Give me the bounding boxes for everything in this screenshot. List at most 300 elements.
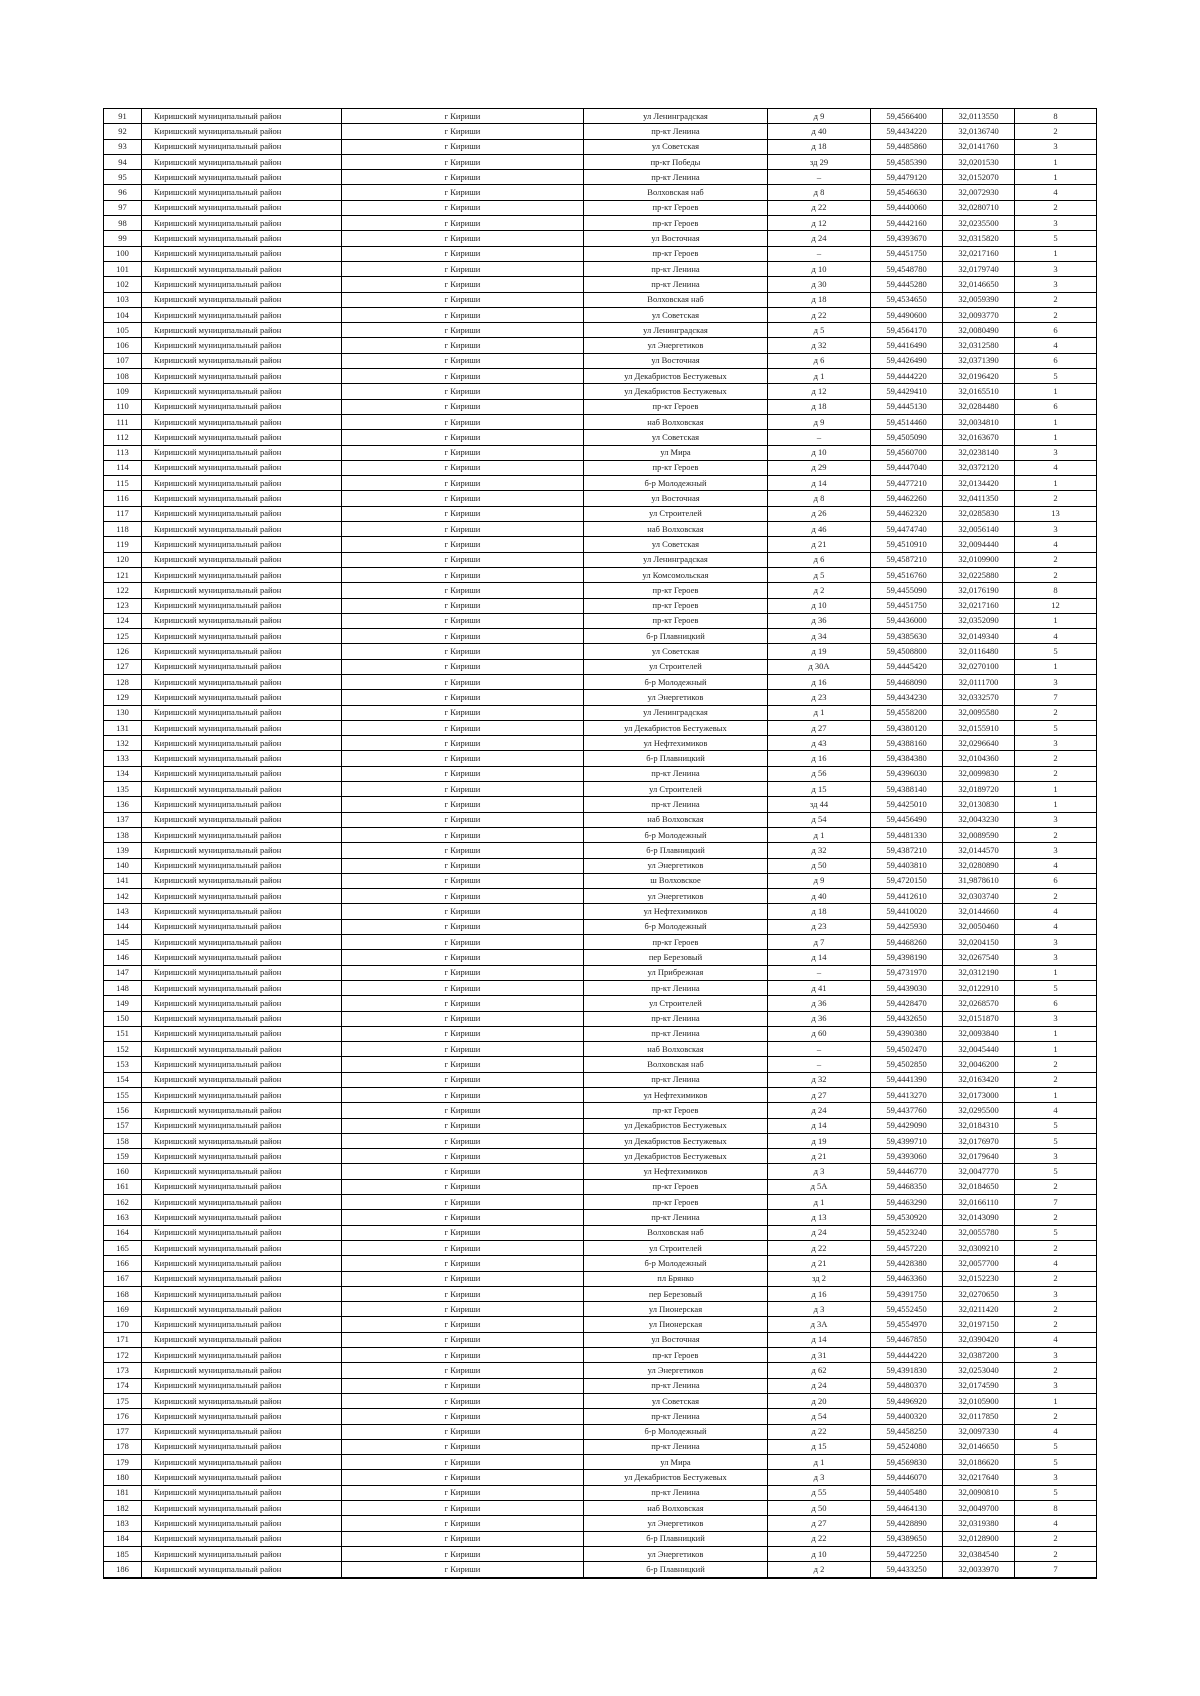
house-cell: д 43 bbox=[768, 736, 871, 751]
count-cell: 1 bbox=[1015, 613, 1097, 628]
house-cell: д 2 bbox=[768, 583, 871, 598]
row-number: 115 bbox=[104, 476, 142, 491]
street-cell: ш Волховское bbox=[584, 873, 768, 888]
row-number: 175 bbox=[104, 1393, 142, 1408]
street-cell: ул Нефтехимиков bbox=[584, 1088, 768, 1103]
latitude-cell: 59,4446770 bbox=[871, 1164, 943, 1179]
table-row bbox=[104, 537, 1097, 552]
latitude-cell: 59,4380120 bbox=[871, 720, 943, 735]
table-row bbox=[104, 170, 1097, 185]
row-number: 148 bbox=[104, 980, 142, 995]
longitude-cell: 32,0163670 bbox=[943, 430, 1015, 445]
count-cell: 4 bbox=[1015, 904, 1097, 919]
latitude-cell: 59,4524080 bbox=[871, 1439, 943, 1454]
district-cell: Киришский муниципальный район bbox=[142, 1225, 342, 1240]
count-cell: 2 bbox=[1015, 1271, 1097, 1286]
city-cell: г Кириши bbox=[342, 858, 584, 873]
count-cell: 5 bbox=[1015, 644, 1097, 659]
latitude-cell: 59,4566400 bbox=[871, 109, 943, 124]
longitude-cell: 32,0284480 bbox=[943, 399, 1015, 414]
house-cell: д 5 bbox=[768, 567, 871, 582]
longitude-cell: 32,0184310 bbox=[943, 1118, 1015, 1133]
house-cell: д 36 bbox=[768, 1011, 871, 1026]
street-cell: пр-кт Ленина bbox=[584, 1485, 768, 1500]
district-cell: Киришский муниципальный район bbox=[142, 1546, 342, 1561]
city-cell: г Кириши bbox=[342, 1210, 584, 1225]
district-cell: Киришский муниципальный район bbox=[142, 384, 342, 399]
house-cell: д 20 bbox=[768, 1393, 871, 1408]
count-cell: 2 bbox=[1015, 1317, 1097, 1332]
count-cell: 13 bbox=[1015, 506, 1097, 521]
count-cell: 2 bbox=[1015, 827, 1097, 842]
street-cell: ул Нефтехимиков bbox=[584, 904, 768, 919]
latitude-cell: 59,4442160 bbox=[871, 216, 943, 231]
house-cell: д 40 bbox=[768, 124, 871, 139]
latitude-cell: 59,4432650 bbox=[871, 1011, 943, 1026]
city-cell: г Кириши bbox=[342, 1026, 584, 1041]
district-cell: Киришский муниципальный район bbox=[142, 996, 342, 1011]
count-cell: 3 bbox=[1015, 139, 1097, 154]
district-cell: Киришский муниципальный район bbox=[142, 430, 342, 445]
house-cell: д 41 bbox=[768, 980, 871, 995]
count-cell: 3 bbox=[1015, 522, 1097, 537]
count-cell: 4 bbox=[1015, 1424, 1097, 1439]
latitude-cell: 59,4554970 bbox=[871, 1317, 943, 1332]
longitude-cell: 32,0143090 bbox=[943, 1210, 1015, 1225]
table-row bbox=[104, 1164, 1097, 1179]
table-row bbox=[104, 261, 1097, 276]
city-cell: г Кириши bbox=[342, 1225, 584, 1240]
row-number: 126 bbox=[104, 644, 142, 659]
latitude-cell: 59,4569830 bbox=[871, 1455, 943, 1470]
street-cell: ул Декабристов Бестужевых bbox=[584, 1149, 768, 1164]
street-cell: пр-кт Ленина bbox=[584, 124, 768, 139]
street-cell: ул Мира bbox=[584, 1455, 768, 1470]
table-row bbox=[104, 1302, 1097, 1317]
row-number: 184 bbox=[104, 1531, 142, 1546]
longitude-cell: 32,0166110 bbox=[943, 1195, 1015, 1210]
longitude-cell: 32,0352090 bbox=[943, 613, 1015, 628]
count-cell: 3 bbox=[1015, 1011, 1097, 1026]
count-cell: 2 bbox=[1015, 889, 1097, 904]
district-cell: Киришский муниципальный район bbox=[142, 1133, 342, 1148]
district-cell: Киришский муниципальный район bbox=[142, 154, 342, 169]
district-cell: Киришский муниципальный район bbox=[142, 1210, 342, 1225]
latitude-cell: 59,4439030 bbox=[871, 980, 943, 995]
city-cell: г Кириши bbox=[342, 1546, 584, 1561]
latitude-cell: 59,4388140 bbox=[871, 782, 943, 797]
city-cell: г Кириши bbox=[342, 277, 584, 292]
city-cell: г Кириши bbox=[342, 185, 584, 200]
row-number: 92 bbox=[104, 124, 142, 139]
table-row bbox=[104, 369, 1097, 384]
row-number: 96 bbox=[104, 185, 142, 200]
row-number: 179 bbox=[104, 1455, 142, 1470]
count-cell: 7 bbox=[1015, 1195, 1097, 1210]
latitude-cell: 59,4451750 bbox=[871, 246, 943, 261]
city-cell: г Кириши bbox=[342, 1363, 584, 1378]
street-cell: ул Советская bbox=[584, 537, 768, 552]
house-cell: – bbox=[768, 1057, 871, 1072]
district-cell: Киришский муниципальный район bbox=[142, 736, 342, 751]
latitude-cell: 59,4463360 bbox=[871, 1271, 943, 1286]
row-number: 169 bbox=[104, 1302, 142, 1317]
latitude-cell: 59,4393060 bbox=[871, 1149, 943, 1164]
city-cell: г Кириши bbox=[342, 1042, 584, 1057]
longitude-cell: 32,0141760 bbox=[943, 139, 1015, 154]
longitude-cell: 32,0217640 bbox=[943, 1470, 1015, 1485]
street-cell: ул Энергетиков bbox=[584, 690, 768, 705]
district-cell: Киришский муниципальный район bbox=[142, 613, 342, 628]
district-cell: Киришский муниципальный район bbox=[142, 1455, 342, 1470]
longitude-cell: 32,0189720 bbox=[943, 782, 1015, 797]
count-cell: 2 bbox=[1015, 1179, 1097, 1194]
table-row bbox=[104, 277, 1097, 292]
row-number: 141 bbox=[104, 873, 142, 888]
house-cell: зд 2 bbox=[768, 1271, 871, 1286]
table-row bbox=[104, 1516, 1097, 1531]
city-cell: г Кириши bbox=[342, 522, 584, 537]
street-cell: б-р Плавницкий bbox=[584, 629, 768, 644]
table-row bbox=[104, 384, 1097, 399]
latitude-cell: 59,4403810 bbox=[871, 858, 943, 873]
city-cell: г Кириши bbox=[342, 1470, 584, 1485]
district-cell: Киришский муниципальный район bbox=[142, 292, 342, 307]
longitude-cell: 32,0043230 bbox=[943, 812, 1015, 827]
house-cell: д 9 bbox=[768, 414, 871, 429]
district-cell: Киришский муниципальный район bbox=[142, 1332, 342, 1347]
table-row bbox=[104, 445, 1097, 460]
table-row bbox=[104, 1439, 1097, 1454]
district-cell: Киришский муниципальный район bbox=[142, 1072, 342, 1087]
count-cell: 6 bbox=[1015, 996, 1097, 1011]
street-cell: пр-кт Ленина bbox=[584, 1439, 768, 1454]
district-cell: Киришский муниципальный район bbox=[142, 522, 342, 537]
table-row bbox=[104, 1546, 1097, 1561]
latitude-cell: 59,4444220 bbox=[871, 369, 943, 384]
count-cell: 1 bbox=[1015, 154, 1097, 169]
house-cell: д 10 bbox=[768, 445, 871, 460]
table-row bbox=[104, 506, 1097, 521]
city-cell: г Кириши bbox=[342, 399, 584, 414]
latitude-cell: 59,4384380 bbox=[871, 751, 943, 766]
table-row bbox=[104, 996, 1097, 1011]
house-cell: зд 44 bbox=[768, 797, 871, 812]
count-cell: 4 bbox=[1015, 1256, 1097, 1271]
city-cell: г Кириши bbox=[342, 736, 584, 751]
district-cell: Киришский муниципальный район bbox=[142, 827, 342, 842]
city-cell: г Кириши bbox=[342, 1332, 584, 1347]
street-cell: пр-кт Ленина bbox=[584, 1378, 768, 1393]
house-cell: д 34 bbox=[768, 629, 871, 644]
longitude-cell: 32,0097330 bbox=[943, 1424, 1015, 1439]
street-cell: ул Восточная bbox=[584, 231, 768, 246]
count-cell: 1 bbox=[1015, 1088, 1097, 1103]
count-cell: 4 bbox=[1015, 460, 1097, 475]
table-row bbox=[104, 659, 1097, 674]
house-cell: д 21 bbox=[768, 1149, 871, 1164]
city-cell: г Кириши bbox=[342, 139, 584, 154]
table-row bbox=[104, 1133, 1097, 1148]
house-cell: д 24 bbox=[768, 1225, 871, 1240]
latitude-cell: 59,4447040 bbox=[871, 460, 943, 475]
latitude-cell: 59,4505090 bbox=[871, 430, 943, 445]
longitude-cell: 32,0176190 bbox=[943, 583, 1015, 598]
district-cell: Киришский муниципальный район bbox=[142, 246, 342, 261]
longitude-cell: 32,0152070 bbox=[943, 170, 1015, 185]
district-cell: Киришский муниципальный район bbox=[142, 1393, 342, 1408]
row-number: 143 bbox=[104, 904, 142, 919]
latitude-cell: 59,4474740 bbox=[871, 522, 943, 537]
table-row bbox=[104, 1348, 1097, 1363]
district-cell: Киришский муниципальный район bbox=[142, 782, 342, 797]
city-cell: г Кириши bbox=[342, 1424, 584, 1439]
table-row bbox=[104, 797, 1097, 812]
table-row bbox=[104, 613, 1097, 628]
row-number: 164 bbox=[104, 1225, 142, 1240]
house-cell: д 3 bbox=[768, 1470, 871, 1485]
house-cell: д 22 bbox=[768, 1531, 871, 1546]
district-cell: Киришский муниципальный район bbox=[142, 904, 342, 919]
city-cell: г Кириши bbox=[342, 720, 584, 735]
table-row bbox=[104, 231, 1097, 246]
latitude-cell: 59,4429090 bbox=[871, 1118, 943, 1133]
count-cell: 4 bbox=[1015, 629, 1097, 644]
city-cell: г Кириши bbox=[342, 430, 584, 445]
house-cell: д 9 bbox=[768, 873, 871, 888]
longitude-cell: 32,0111700 bbox=[943, 674, 1015, 689]
city-cell: г Кириши bbox=[342, 1393, 584, 1408]
table-row bbox=[104, 598, 1097, 613]
street-cell: Волховская наб bbox=[584, 292, 768, 307]
house-cell: д 14 bbox=[768, 950, 871, 965]
table-row bbox=[104, 1317, 1097, 1332]
house-cell: – bbox=[768, 1042, 871, 1057]
latitude-cell: 59,4416490 bbox=[871, 338, 943, 353]
district-cell: Киришский муниципальный район bbox=[142, 1286, 342, 1301]
count-cell: 5 bbox=[1015, 231, 1097, 246]
count-cell: 3 bbox=[1015, 736, 1097, 751]
street-cell: Волховская наб bbox=[584, 185, 768, 200]
count-cell: 2 bbox=[1015, 1210, 1097, 1225]
table-row bbox=[104, 1470, 1097, 1485]
row-number: 139 bbox=[104, 843, 142, 858]
street-cell: ул Декабристов Бестужевых bbox=[584, 1133, 768, 1148]
count-cell: 3 bbox=[1015, 843, 1097, 858]
row-number: 158 bbox=[104, 1133, 142, 1148]
house-cell: д 14 bbox=[768, 1332, 871, 1347]
row-number: 118 bbox=[104, 522, 142, 537]
table-row bbox=[104, 965, 1097, 980]
city-cell: г Кириши bbox=[342, 1317, 584, 1332]
row-number: 124 bbox=[104, 613, 142, 628]
district-cell: Киришский муниципальный район bbox=[142, 766, 342, 781]
row-number: 181 bbox=[104, 1485, 142, 1500]
longitude-cell: 32,0046200 bbox=[943, 1057, 1015, 1072]
street-cell: ул Энергетиков bbox=[584, 858, 768, 873]
district-cell: Киришский муниципальный район bbox=[142, 674, 342, 689]
street-cell: пр-кт Ленина bbox=[584, 1011, 768, 1026]
house-cell: д 21 bbox=[768, 1256, 871, 1271]
house-cell: д 1 bbox=[768, 705, 871, 720]
house-cell: д 21 bbox=[768, 537, 871, 552]
district-cell: Киришский муниципальный район bbox=[142, 1302, 342, 1317]
street-cell: ул Энергетиков bbox=[584, 889, 768, 904]
latitude-cell: 59,4396030 bbox=[871, 766, 943, 781]
city-cell: г Кириши bbox=[342, 812, 584, 827]
longitude-cell: 32,0186620 bbox=[943, 1455, 1015, 1470]
latitude-cell: 59,4548780 bbox=[871, 261, 943, 276]
street-cell: ул Энергетиков bbox=[584, 338, 768, 353]
house-cell: д 16 bbox=[768, 1286, 871, 1301]
street-cell: пр-кт Героев bbox=[584, 1179, 768, 1194]
count-cell: 5 bbox=[1015, 1164, 1097, 1179]
longitude-cell: 32,0113550 bbox=[943, 109, 1015, 124]
latitude-cell: 59,4456490 bbox=[871, 812, 943, 827]
house-cell: д 24 bbox=[768, 1103, 871, 1118]
latitude-cell: 59,4585390 bbox=[871, 154, 943, 169]
count-cell: 2 bbox=[1015, 766, 1097, 781]
district-cell: Киришский муниципальный район bbox=[142, 935, 342, 950]
count-cell: 2 bbox=[1015, 1363, 1097, 1378]
table-row bbox=[104, 629, 1097, 644]
city-cell: г Кириши bbox=[342, 567, 584, 582]
district-cell: Киришский муниципальный район bbox=[142, 1424, 342, 1439]
table-row bbox=[104, 1332, 1097, 1347]
longitude-cell: 32,0093840 bbox=[943, 1026, 1015, 1041]
latitude-cell: 59,4445280 bbox=[871, 277, 943, 292]
latitude-cell: 59,4398190 bbox=[871, 950, 943, 965]
table-row bbox=[104, 139, 1097, 154]
longitude-cell: 32,0267540 bbox=[943, 950, 1015, 965]
row-number: 107 bbox=[104, 353, 142, 368]
longitude-cell: 32,0411350 bbox=[943, 491, 1015, 506]
table-row bbox=[104, 1531, 1097, 1546]
row-number: 114 bbox=[104, 460, 142, 475]
city-cell: г Кириши bbox=[342, 690, 584, 705]
house-cell: д 27 bbox=[768, 1088, 871, 1103]
latitude-cell: 59,4437760 bbox=[871, 1103, 943, 1118]
longitude-cell: 32,0285830 bbox=[943, 506, 1015, 521]
longitude-cell: 32,0295500 bbox=[943, 1103, 1015, 1118]
house-cell: – bbox=[768, 965, 871, 980]
row-number: 171 bbox=[104, 1332, 142, 1347]
table-row bbox=[104, 109, 1097, 124]
district-cell: Киришский муниципальный район bbox=[142, 598, 342, 613]
city-cell: г Кириши bbox=[342, 1195, 584, 1210]
latitude-cell: 59,4467850 bbox=[871, 1332, 943, 1347]
count-cell: 8 bbox=[1015, 583, 1097, 598]
house-cell: – bbox=[768, 170, 871, 185]
count-cell: 2 bbox=[1015, 1409, 1097, 1424]
longitude-cell: 32,0045440 bbox=[943, 1042, 1015, 1057]
row-number: 93 bbox=[104, 139, 142, 154]
row-number: 128 bbox=[104, 674, 142, 689]
street-cell: ул Прибрежная bbox=[584, 965, 768, 980]
row-number: 105 bbox=[104, 323, 142, 338]
longitude-cell: 32,0197150 bbox=[943, 1317, 1015, 1332]
street-cell: б-р Плавницкий bbox=[584, 1562, 768, 1578]
district-cell: Киришский муниципальный район bbox=[142, 476, 342, 491]
row-number: 109 bbox=[104, 384, 142, 399]
table-row bbox=[104, 873, 1097, 888]
house-cell: д 22 bbox=[768, 307, 871, 322]
latitude-cell: 59,4457220 bbox=[871, 1240, 943, 1255]
table-row bbox=[104, 980, 1097, 995]
row-number: 170 bbox=[104, 1317, 142, 1332]
city-cell: г Кириши bbox=[342, 1164, 584, 1179]
street-cell: пер Березовый bbox=[584, 950, 768, 965]
longitude-cell: 32,0312190 bbox=[943, 965, 1015, 980]
house-cell: д 19 bbox=[768, 1133, 871, 1148]
district-cell: Киришский муниципальный район bbox=[142, 644, 342, 659]
row-number: 142 bbox=[104, 889, 142, 904]
street-cell: ул Советская bbox=[584, 139, 768, 154]
count-cell: 1 bbox=[1015, 476, 1097, 491]
table-row bbox=[104, 1378, 1097, 1393]
count-cell: 1 bbox=[1015, 170, 1097, 185]
latitude-cell: 59,4455090 bbox=[871, 583, 943, 598]
table-row bbox=[104, 1072, 1097, 1087]
row-number: 111 bbox=[104, 414, 142, 429]
city-cell: г Кириши bbox=[342, 598, 584, 613]
table-row bbox=[104, 460, 1097, 475]
count-cell: 5 bbox=[1015, 1485, 1097, 1500]
city-cell: г Кириши bbox=[342, 246, 584, 261]
longitude-cell: 32,0315820 bbox=[943, 231, 1015, 246]
longitude-cell: 32,0050460 bbox=[943, 919, 1015, 934]
latitude-cell: 59,4514460 bbox=[871, 414, 943, 429]
count-cell: 3 bbox=[1015, 1378, 1097, 1393]
count-cell: 5 bbox=[1015, 720, 1097, 735]
district-cell: Киришский муниципальный район bbox=[142, 1470, 342, 1485]
district-cell: Киришский муниципальный район bbox=[142, 950, 342, 965]
row-number: 140 bbox=[104, 858, 142, 873]
count-cell: 1 bbox=[1015, 246, 1097, 261]
row-number: 131 bbox=[104, 720, 142, 735]
latitude-cell: 59,4468260 bbox=[871, 935, 943, 950]
district-cell: Киришский муниципальный район bbox=[142, 1256, 342, 1271]
city-cell: г Кириши bbox=[342, 1072, 584, 1087]
row-number: 133 bbox=[104, 751, 142, 766]
district-cell: Киришский муниципальный район bbox=[142, 1026, 342, 1041]
table-row bbox=[104, 307, 1097, 322]
latitude-cell: 59,4391750 bbox=[871, 1286, 943, 1301]
count-cell: 1 bbox=[1015, 1042, 1097, 1057]
latitude-cell: 59,4468350 bbox=[871, 1179, 943, 1194]
street-cell: пр-кт Героев bbox=[584, 1195, 768, 1210]
district-cell: Киришский муниципальный район bbox=[142, 1103, 342, 1118]
table-row bbox=[104, 889, 1097, 904]
table-row bbox=[104, 430, 1097, 445]
row-number: 102 bbox=[104, 277, 142, 292]
latitude-cell: 59,4434230 bbox=[871, 690, 943, 705]
house-cell: д 14 bbox=[768, 476, 871, 491]
latitude-cell: 59,4445420 bbox=[871, 659, 943, 674]
street-cell: ул Ленинградская bbox=[584, 552, 768, 567]
street-cell: ул Мира bbox=[584, 445, 768, 460]
district-cell: Киришский муниципальный район bbox=[142, 353, 342, 368]
row-number: 127 bbox=[104, 659, 142, 674]
street-cell: ул Комсомольская bbox=[584, 567, 768, 582]
row-number: 156 bbox=[104, 1103, 142, 1118]
street-cell: пр-кт Ленина bbox=[584, 766, 768, 781]
longitude-cell: 32,0217160 bbox=[943, 598, 1015, 613]
house-cell: д 10 bbox=[768, 261, 871, 276]
house-cell: д 54 bbox=[768, 812, 871, 827]
row-number: 125 bbox=[104, 629, 142, 644]
row-number: 120 bbox=[104, 552, 142, 567]
